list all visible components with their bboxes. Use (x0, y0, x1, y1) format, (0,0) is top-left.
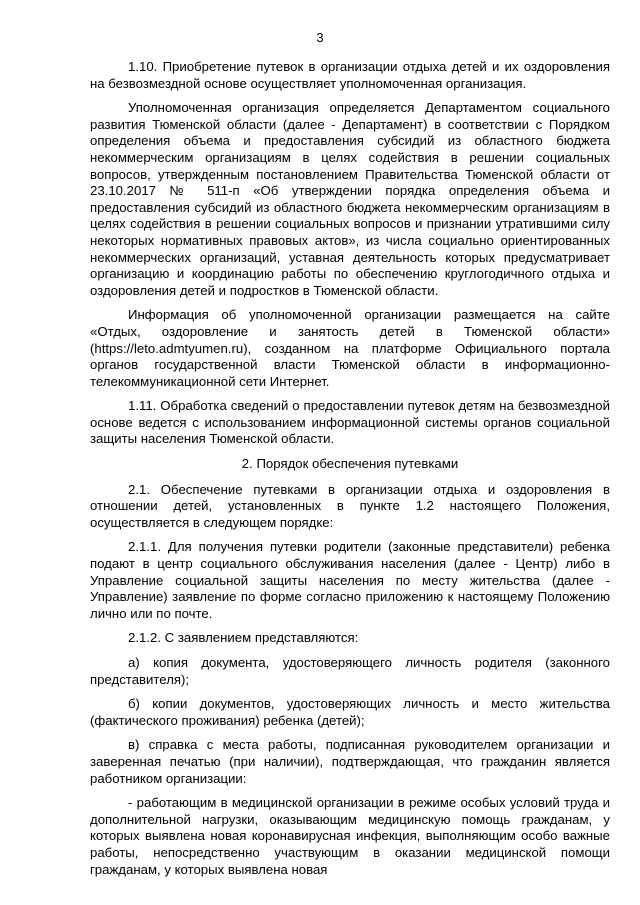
document-body (90, 59, 610, 885)
paragraph-1-11: 1.11. Обработка сведений о предоставлении путевок детям на безвозмездной основе ведется с использованием информационной системы органов социальной защиты населения Тюменской области. (90, 398, 610, 447)
paragraph-org-info: Информация об уполномоченной организации размещается на сайте «Отдых, оздоровление и занятость детей в Тюменской области» (https://leto.admtyumen.ru), созданном на платформе Официального портала органов государственной власти Тюменской области в информационно-телекоммуникационной сети Интернет. (90, 307, 610, 389)
list-item-b: б) копии документов, удостоверяющих личность и место жительства (фактического проживания) ребенка (детей); (90, 696, 610, 728)
paragraph-1-10: 1.10. Приобретение путевок в организации отдыха детей и их оздоровления на безвозмездной основе осуществляет уполномоченная организация. (90, 59, 610, 91)
list-item-v: в) справка с места работы, подписанная руководителем организации и заверенная печатью (при наличии), подтверждающая, что гражданин является работником организации: (90, 737, 610, 786)
paragraph-2-1-1: 2.1.1. Для получения путевки родители (законные представители) ребенка подают в центр социального обслуживания населения (далее - Центр) либо в Управление социальной защиты населения по месту жительства (далее - Управление) заявление по форме согласно приложению к настоящему Положению лично или по почте. (90, 539, 610, 621)
paragraph-2-1-2: 2.1.2. С заявлением представляются: (128, 630, 359, 646)
paragraph-authorized-org: Уполномоченная организация определяется Департаментом социального развития Тюменской области (далее - Департамент) в соответствии с Порядком определения объема и предоставления субсидий из областного бюджета некоммерческим организациям в целях содействия в решении социальных вопросов, утвержденным постановлением Правительства Тюменской области от 23.10.2017 № 511-п «Об утверждении порядка определения объема и предоставления субсидий из областного бюджета некоммерческим организациям в целях содействия в решении социальных вопросов и признании утратившими силу некоторых нормативных правовых актов», из числа социально ориентированных некоммерческих организаций, уставная деятельность которых предусматривает организацию и координацию работы по обеспечению круглогодичного отдыха и оздоровления детей и подростков в Тюменской области. (90, 100, 610, 298)
page-number: 3 (316, 30, 324, 45)
section-heading: 2. Порядок обеспечения путевками (241, 456, 459, 472)
list-item-a: а) копия документа, удостоверяющего личность родителя (законного представителя); (90, 655, 610, 687)
list-subitem-medical: - работающим в медицинской организации в режиме особых условий труда и дополнительной нагрузки, оказывающим медицинскую помощь гражданам, у которых выявлена новая коронавирусная инфекция, выполняющим особо важные работы, непосредственно участвующим в оказании медицинской помощи гражданам, у которых выявлена новая (90, 795, 610, 877)
paragraph-2-1: 2.1. Обеспечение путевками в организации отдыха и оздоровления в отношении детей, установленных в пункте 1.2 настоящего Положения, осуществляется в следующем порядке: (90, 481, 610, 530)
